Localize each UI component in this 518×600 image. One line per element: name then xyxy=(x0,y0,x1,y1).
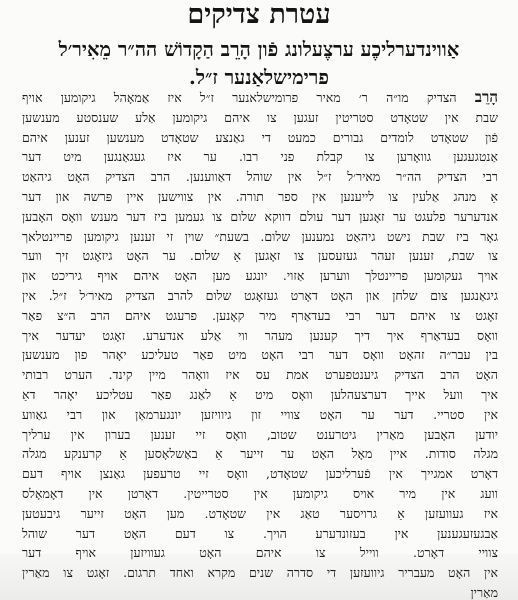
story-text xyxy=(22,88,498,600)
text-line xyxy=(22,88,498,108)
subtitle-line-2: פרימישלאַנער ז״ל. xyxy=(189,66,329,89)
text-line: אויך געקומען פריינטלך ווערען אַזוי. יונגע מען האָט איהם אויף גיריכט און xyxy=(22,268,498,284)
text-line: וועג אין מיר אויס גיקומען אין סטרייטין. דאָרטן אין דאָמאָלס xyxy=(22,485,498,501)
page-title: עטרת צדיקים xyxy=(187,0,331,30)
text-line: בין עבר״ה זהאָט וואָס דער רבי האָט מיט פאַר טעליכע יאָהר פון מענשען xyxy=(22,347,498,363)
text-line: רבי הצדיק הה״ר מאיר׳ל ז״ל אין שוהל דאַווענען. הרב הצדיק האָט גיהאַט xyxy=(22,169,498,185)
text-line: זאָגט צו איהם דער רבי בעדאַרף מיר קאָנען. פרעגט איהם הרב ה״צ פאַר xyxy=(22,307,498,323)
text-line-content: הצדיק מו״ה ר׳ מאיר פרומישלאנער ז״ל איז אַמאָהל גיקומען אויף xyxy=(22,90,457,105)
text-line-last: מאַרין xyxy=(470,584,498,600)
text-line: אנדערער פלעגט ער זאָגען דער עולם דווקא שלום צו געמען ביז דער מענש וואָס האָבען xyxy=(22,208,498,224)
text-line: אַ מנהג אַלעין צו לייענען אין ספר תורה. אין צווישען איין פּרשה און דער xyxy=(22,188,498,204)
text-line: גיגאַנגען צום שלחן און האָט דאָרט געזאָגט שלום להרב הצדיק מאיר׳ל ז״ל. אין xyxy=(22,287,498,303)
text-line: אין האָט מעבריר גיוועזען די סדרה שנים מקרא ואחד תרגום. זאָגט צו מאַרין xyxy=(22,565,498,581)
text-line: צו שבת, זענען זעהר געזעסען צו זאָגען אַ שלום. ער האָט גיזאָגט זיך ווער xyxy=(22,248,498,264)
subtitle xyxy=(20,36,498,92)
text-line: דאָרט אמגייך אין פֿערליכען שטאָדט, וואָס זיי טרעפען גאַנצן אויף דעם xyxy=(22,466,498,482)
text-line: אַנטגעגען גוואָרען צו קבלת פני רבו. ער איז געגאַנגען מיט דער xyxy=(22,149,498,165)
text-line: צוויי דאָרט. ווייל צו איהם האָט געוויזען אויף דער xyxy=(22,545,498,561)
text-line: פֿון שטאָדט לומדים גבורים כמעט די גאַנצע שטאָדט מענשען זענען איהם xyxy=(22,129,498,145)
text-line: יודען האָבען מאַרין גיטרענט שטוב, וואָס זיי זענען בערון אין ערליך xyxy=(22,426,498,442)
opening-word: הָרֵב xyxy=(474,88,498,106)
text-line: שבת אין שטאָדט סטריטין זעגען צו איהם גיקומען אַלע שענסטע מענשען xyxy=(22,109,498,125)
text-line: אין סטריי. דער ער האָט צוויי זון גיוויזען יונגערמאַן און רבי גאַווע xyxy=(22,406,498,422)
text-line: גאָר ביז שבת נישט גיהאַט נמענען שלום. בשעת״ שוין זי זענען גיקומען פריינטלאך xyxy=(22,228,498,244)
text-line: איך וועל אייך דערצעהלען וואָס מיט אַ לאַנג פאַר עטליכע יאָהר דאַ xyxy=(22,386,498,402)
text-line: האָט הרב הצדיק גיענטפערט אמת עס איז וואָהר מיין קינד. הערט רבותי xyxy=(22,367,498,383)
text-line: איז געוועזען אַ גרויסער טאַג אין שטאָדט. מען האָט זייער גיבעטען xyxy=(22,505,498,521)
text-line: מגלה סודות. איין מאָל האָט ער זייער אַ באַשלאָסען אַ קרענקע מגלה xyxy=(22,446,498,462)
text-line: אַבגעזעגענען אין בעזונדערע הויך. צו דעם האָט דער שוהל xyxy=(22,525,498,541)
subtitle-line-1: אַווינדערליכֶע ערצֶעלונג פֿון הָרֵב הַקָדוֹשׁ הה״ר מֵאִיר׳ל xyxy=(58,38,460,61)
text-line: וואָס בעדאַרף איך דיך קענען מעהר ווי אַלע אנדערע. זאָגט יעדער איך xyxy=(22,327,498,343)
